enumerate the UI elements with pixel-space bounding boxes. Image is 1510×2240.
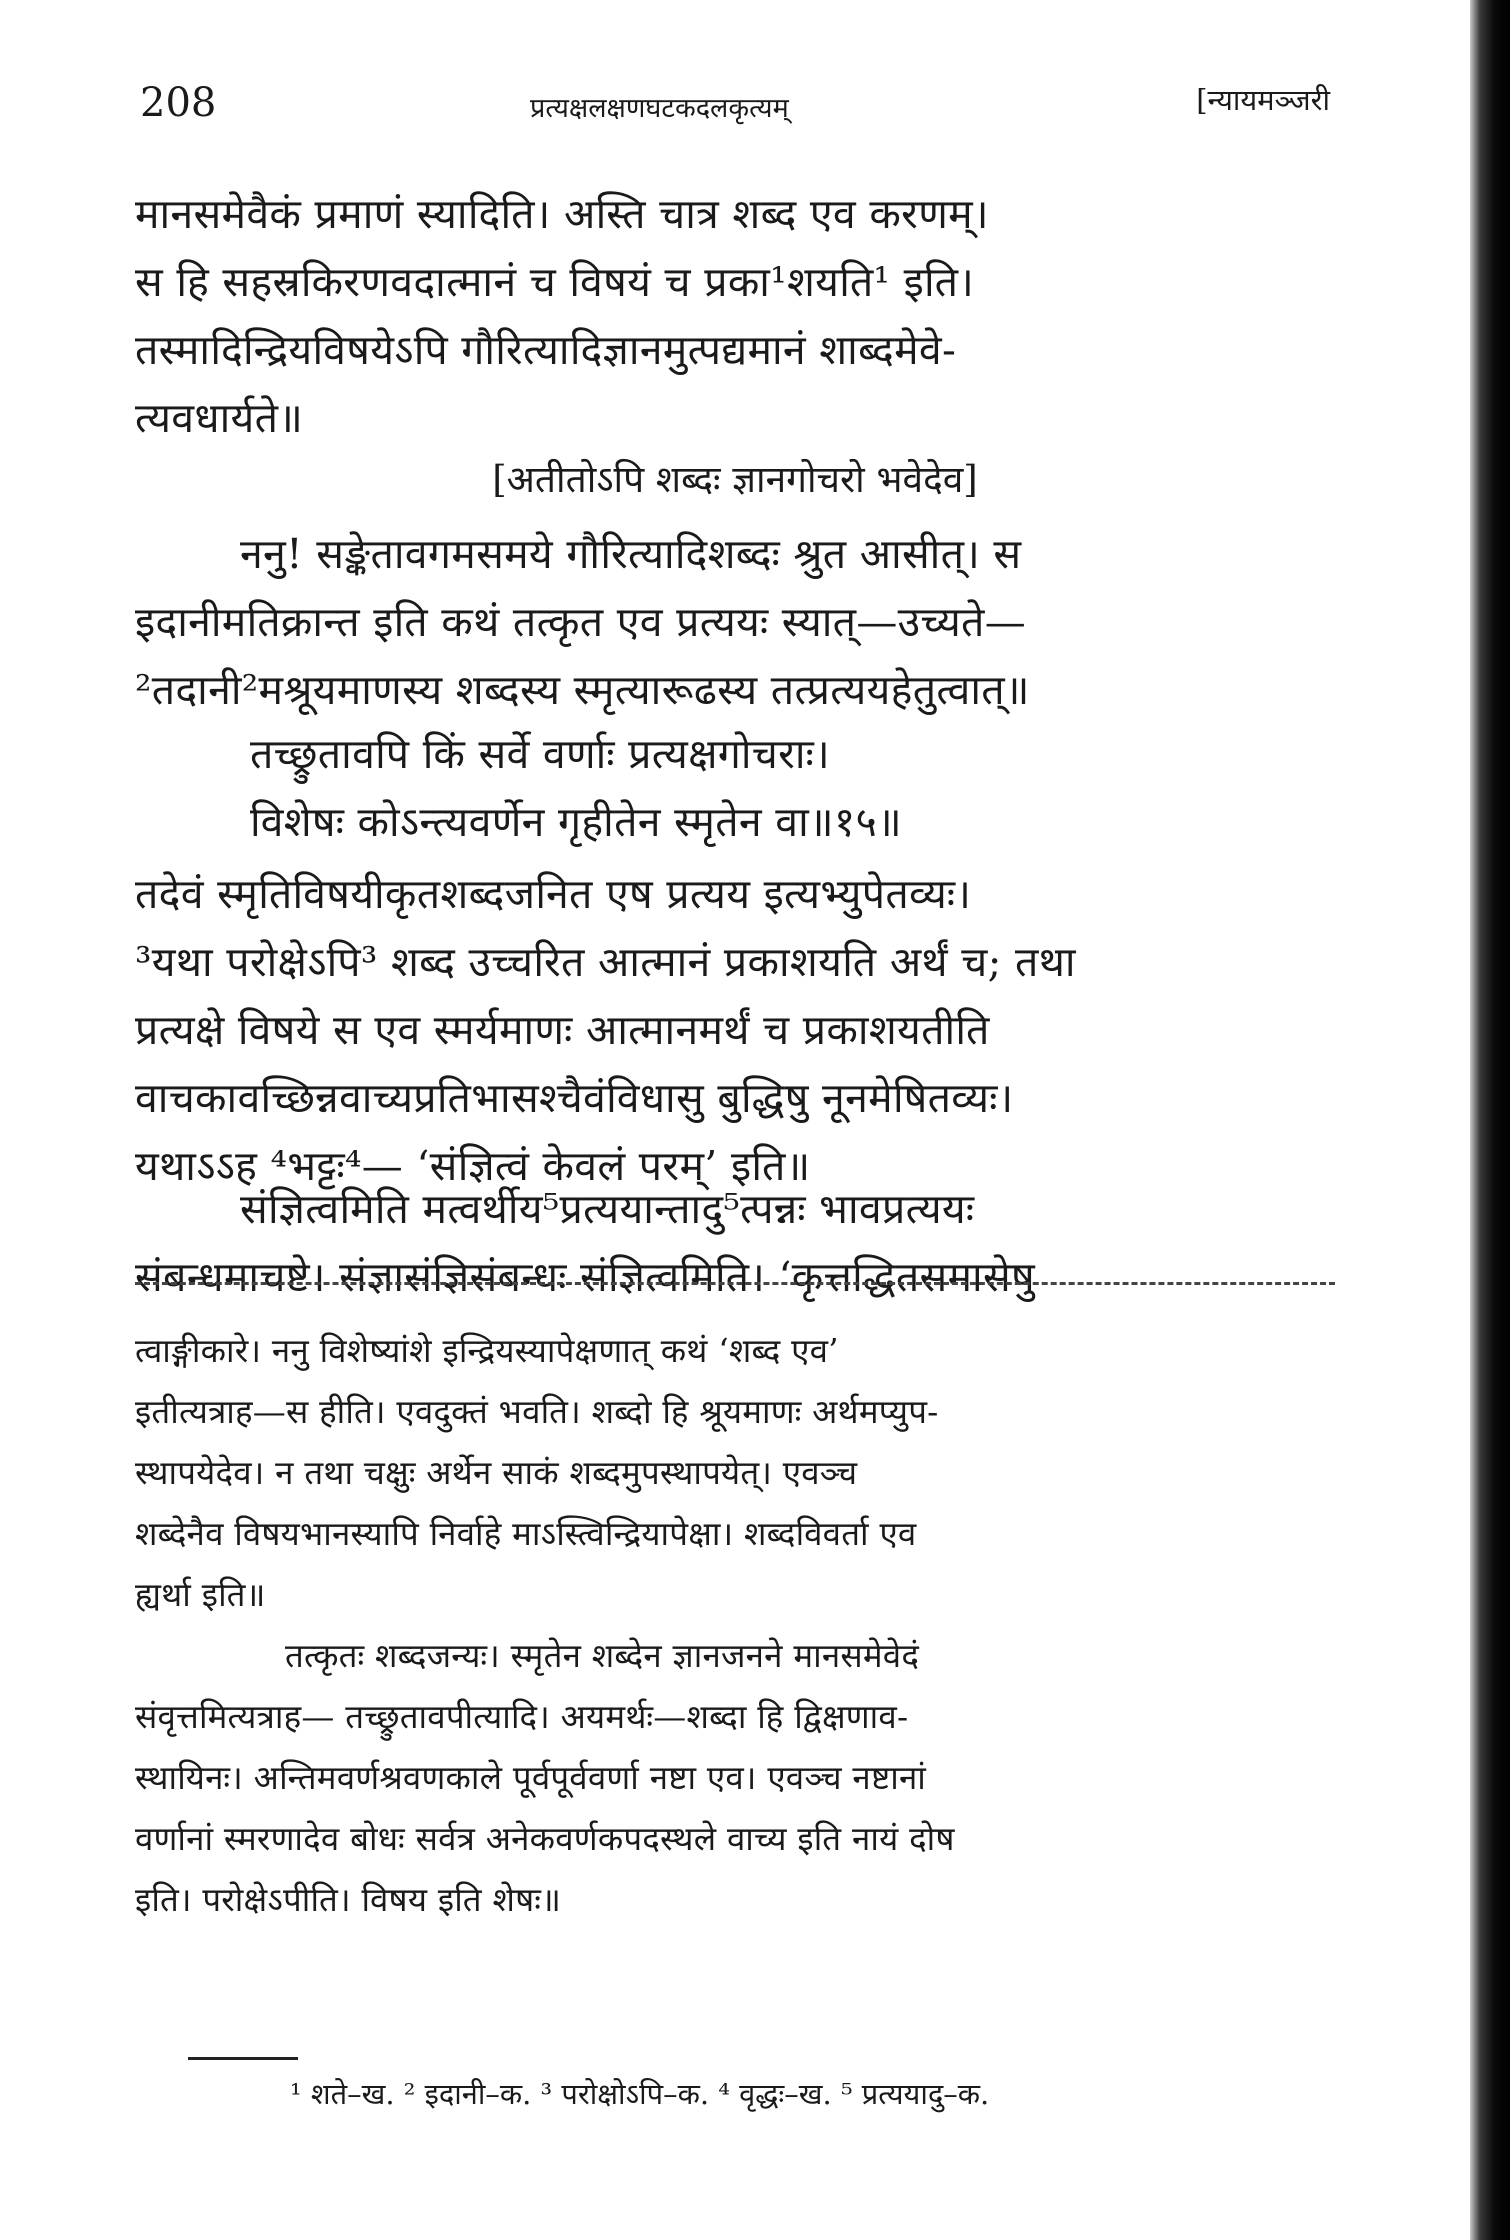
verse-block	[135, 720, 1335, 856]
text-line: स हि सहस्रकिरणवदात्मानं च विषयं च प्रका¹शयति¹ इति।	[135, 258, 975, 306]
main-paragraph-3	[135, 860, 1335, 1200]
text-line: ²तदानी²मश्रूयमाणस्य शब्दस्य स्मृत्यारूढस्य तत्प्रत्ययहेतुत्वात्॥	[135, 666, 1030, 714]
page-number: 208	[140, 80, 217, 126]
commentary-line: इति। परोक्षेऽपीति। विषय इति शेषः॥	[135, 1880, 562, 1919]
running-title: प्रत्यक्षलक्षणघटकदलकृत्यम्	[530, 93, 789, 124]
running-source: [न्यायमञ्जरी	[1196, 83, 1330, 117]
verse-line: तच्छ्रुतावपि किं सर्वे वर्णाः प्रत्यक्षगोचराः।	[250, 730, 830, 778]
text-line: ³यथा परोक्षेऽपि³ शब्द उच्चरित आत्मानं प्रकाशयति अर्थं च; तथा	[135, 938, 1076, 986]
commentary-line: स्थायिनः। अन्तिमवर्णश्रवणकाले पूर्वपूर्ववर्णा नष्टा एव। एवञ्च नष्टानां	[135, 1758, 927, 1797]
verse-line: विशेषः कोऽन्त्यवर्णेन गृहीतेन स्मृतेन वा॥१५॥	[250, 798, 902, 846]
text-line: ननु! सङ्केतावगमसमये गौरित्यादिशब्दः श्रुत आसीत्। स	[240, 530, 1022, 578]
text-line: संज्ञित्वमिति मत्वर्थीय⁵प्रत्ययान्तादु⁵त्पन्नः भावप्रत्ययः	[240, 1185, 975, 1233]
text-line: तदेवं स्मृतिविषयीकृतशब्दजनित एष प्रत्यय इत्यभ्युपेतव्यः।	[135, 870, 972, 918]
text-line: प्रत्यक्षे विषये स एव स्मर्यमाणः आत्मानमर्थं च प्रकाशयतीति	[135, 1006, 990, 1054]
footnote-rule	[188, 2057, 298, 2060]
commentary-line: वर्णानां स्मरणादेव बोधः सर्वत्र अनेकवर्णकपदस्थले वाच्य इति नायं दोष	[135, 1819, 955, 1858]
section-heading: [अतीतोऽपि शब्दः ज्ञानगोचरो भवेदेव]	[492, 458, 978, 501]
text-line: तस्मादिन्द्रियविषयेऽपि गौरित्यादिज्ञानमुत्पद्यमानं शाब्दमेवे-	[135, 326, 957, 374]
commentary-line: तत्कृतः शब्दजन्यः। स्मृतेन शब्देन ज्ञानजनने मानसमेवेदं	[285, 1636, 920, 1675]
page-binding-edge	[1470, 0, 1510, 2240]
commentary-line: स्थापयेदेव। न तथा चक्षुः अर्थेन साकं शब्दमुपस्थापयेत्। एवञ्च	[135, 1453, 858, 1492]
main-paragraph-4	[135, 1175, 1335, 1311]
commentary-paragraph-1	[135, 1320, 1335, 1625]
commentary-divider	[135, 1282, 1335, 1285]
footnotes: ¹ शते–ख. ² इदानी–क. ³ परोक्षोऽपि–क. ⁴ वृद्धः–ख. ⁵ प्रत्ययादु–क.	[290, 2077, 990, 2111]
text-line: इदानीमतिक्रान्त इति कथं तत्कृत एव प्रत्ययः स्यात्—उच्यते—	[135, 598, 1027, 646]
text-line: मानसमेवैकं प्रमाणं स्यादिति। अस्ति चात्र शब्द एव करणम्।	[135, 190, 989, 238]
main-paragraph-2	[135, 520, 1335, 724]
commentary-paragraph-2	[135, 1625, 1335, 1930]
commentary-line: त्वाङ्गीकारे। ननु विशेष्यांशे इन्द्रियस्यापेक्षणात् कथं ‘शब्द एव’	[135, 1331, 839, 1370]
commentary-line: शब्देनैव विषयभानस्यापि निर्वाहे माऽस्त्विन्द्रियापेक्षा। शब्दविवर्ता एव	[135, 1514, 917, 1553]
commentary-line: संवृत्तमित्यत्राह— तच्छ्रुतावपीत्यादि। अयमर्थः—शब्दा हि द्विक्षणाव-	[135, 1697, 909, 1736]
main-paragraph-1	[135, 180, 1335, 452]
text-line: वाचकावच्छिन्नवाच्यप्रतिभासश्चैवंविधासु बुद्धिषु नूनमेषितव्यः।	[135, 1074, 1014, 1122]
commentary-line: इतीत्यत्राह—स हीति। एवदुक्तं भवति। शब्दो हि श्रूयमाणः अर्थमप्युप-	[135, 1392, 939, 1431]
commentary-line: ह्यर्था इति॥	[135, 1575, 266, 1614]
text-line: यथाऽऽह ⁴भट्टः⁴— ‘संज्ञित्वं केवलं परम्’ इति॥	[135, 1142, 811, 1190]
text-line: संबन्धमाचष्टे। संज्ञासंज्ञिसंबन्धः संज्ञित्वमिति। ‘कृत्तद्धितसमासेषु	[135, 1253, 1035, 1301]
text-line: त्यवधार्यते॥	[135, 394, 304, 442]
page-header	[140, 80, 1330, 140]
